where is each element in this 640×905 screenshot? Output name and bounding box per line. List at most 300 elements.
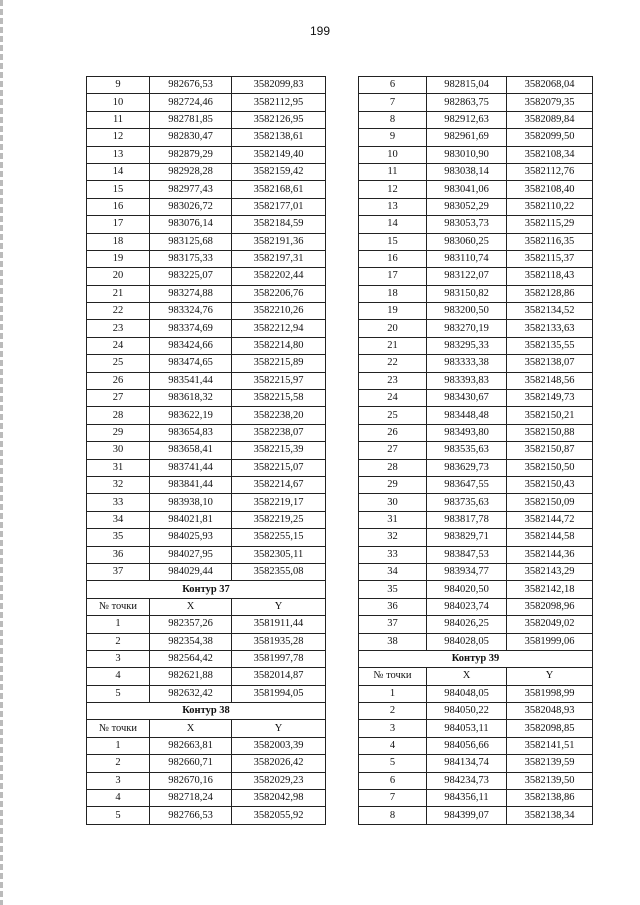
point-number: 37 [359, 616, 427, 633]
x-coordinate: 982928,28 [150, 163, 232, 180]
y-coordinate: 3582150,43 [507, 476, 593, 493]
table-row [359, 494, 593, 511]
point-number: 1 [359, 685, 427, 702]
table-row [87, 198, 326, 215]
y-coordinate: 3581997,78 [232, 650, 326, 667]
point-number: 23 [359, 372, 427, 389]
table-row [359, 511, 593, 528]
y-coordinate: 3582135,55 [507, 337, 593, 354]
x-coordinate: 982912,63 [427, 111, 507, 128]
point-number: 25 [87, 355, 150, 372]
y-coordinate: 3582098,96 [507, 598, 593, 615]
y-coordinate: 3582150,88 [507, 424, 593, 441]
point-number: 29 [359, 476, 427, 493]
x-coordinate: 983541,44 [150, 372, 232, 389]
table-row [87, 772, 326, 789]
table-row [87, 77, 326, 94]
table-row [87, 616, 326, 633]
x-coordinate: 983493,80 [427, 424, 507, 441]
contour-title-row [359, 650, 593, 667]
point-number: 10 [359, 146, 427, 163]
x-coordinate: 982815,04 [427, 77, 507, 94]
x-coordinate: 983270,19 [427, 320, 507, 337]
table-row [87, 163, 326, 180]
y-coordinate: 3582191,36 [232, 233, 326, 250]
y-coordinate: 3581998,99 [507, 685, 593, 702]
x-coordinate: 982354,38 [150, 633, 232, 650]
x-coordinate: 982663,81 [150, 737, 232, 754]
x-coordinate: 982863,75 [427, 94, 507, 111]
table-row [87, 442, 326, 459]
y-coordinate: 3582238,07 [232, 424, 326, 441]
point-number: 3 [87, 772, 150, 789]
column-header: Y [232, 720, 326, 737]
x-coordinate: 983200,50 [427, 303, 507, 320]
table-row [87, 216, 326, 233]
table-row [87, 807, 326, 824]
y-coordinate: 3582068,04 [507, 77, 593, 94]
y-coordinate: 3581935,28 [232, 633, 326, 650]
point-number: 27 [359, 442, 427, 459]
point-number: 19 [359, 303, 427, 320]
point-number: 26 [87, 372, 150, 389]
y-coordinate: 3582115,37 [507, 250, 593, 267]
point-number: 4 [87, 790, 150, 807]
y-coordinate: 3582144,58 [507, 529, 593, 546]
y-coordinate: 3581994,05 [232, 685, 326, 702]
table-row [359, 546, 593, 563]
table-row [359, 390, 593, 407]
x-coordinate: 984027,95 [150, 546, 232, 563]
table-row [359, 442, 593, 459]
y-coordinate: 3582202,44 [232, 268, 326, 285]
x-coordinate: 983448,48 [427, 407, 507, 424]
point-number: 18 [359, 285, 427, 302]
table-row [87, 337, 326, 354]
scan-edge [0, 0, 3, 905]
y-coordinate: 3582144,72 [507, 511, 593, 528]
table-row [87, 129, 326, 146]
point-number: 6 [359, 772, 427, 789]
y-coordinate: 3582108,40 [507, 181, 593, 198]
table-row [359, 616, 593, 633]
x-coordinate: 984056,66 [427, 737, 507, 754]
point-number: 4 [359, 737, 427, 754]
point-number: 34 [359, 563, 427, 580]
y-coordinate: 3582149,40 [232, 146, 326, 163]
y-coordinate: 3582126,95 [232, 111, 326, 128]
point-number: 37 [87, 563, 150, 580]
x-coordinate: 982660,71 [150, 755, 232, 772]
y-coordinate: 3582110,22 [507, 198, 593, 215]
point-number: 19 [87, 250, 150, 267]
y-coordinate: 3582255,15 [232, 529, 326, 546]
page-number: 199 [309, 24, 331, 38]
y-coordinate: 3582215,58 [232, 390, 326, 407]
point-number: 2 [359, 703, 427, 720]
table-row [87, 285, 326, 302]
x-coordinate: 983150,82 [427, 285, 507, 302]
x-coordinate: 984234,73 [427, 772, 507, 789]
point-number: 6 [359, 77, 427, 94]
point-number: 24 [359, 390, 427, 407]
point-number: 2 [87, 755, 150, 772]
table-row [87, 790, 326, 807]
y-coordinate: 3582150,87 [507, 442, 593, 459]
table-row [359, 790, 593, 807]
y-coordinate: 3582212,94 [232, 320, 326, 337]
table-row [359, 320, 593, 337]
x-coordinate: 983847,53 [427, 546, 507, 563]
point-number: 16 [87, 198, 150, 215]
x-coordinate: 984021,81 [150, 511, 232, 528]
x-coordinate: 983038,14 [427, 163, 507, 180]
y-coordinate: 3582210,26 [232, 303, 326, 320]
table-row [87, 181, 326, 198]
header-row [359, 668, 593, 685]
y-coordinate: 3582219,25 [232, 511, 326, 528]
table-row [359, 772, 593, 789]
y-coordinate: 3582305,11 [232, 546, 326, 563]
x-coordinate: 983175,33 [150, 250, 232, 267]
x-coordinate: 983374,69 [150, 320, 232, 337]
point-number: 16 [359, 250, 427, 267]
x-coordinate: 983934,77 [427, 563, 507, 580]
y-coordinate: 3582150,50 [507, 459, 593, 476]
point-number: 38 [359, 633, 427, 650]
y-coordinate: 3582112,76 [507, 163, 593, 180]
point-number: 27 [87, 390, 150, 407]
table-row [87, 111, 326, 128]
y-coordinate: 3582108,34 [507, 146, 593, 163]
point-number: 12 [359, 181, 427, 198]
point-number: 5 [87, 807, 150, 824]
table-row [359, 563, 593, 580]
point-number: 13 [359, 198, 427, 215]
x-coordinate: 983110,74 [427, 250, 507, 267]
y-coordinate: 3582133,63 [507, 320, 593, 337]
y-coordinate: 3582134,52 [507, 303, 593, 320]
x-coordinate: 983622,19 [150, 407, 232, 424]
point-number: 36 [359, 598, 427, 615]
table-row [359, 163, 593, 180]
table-row [87, 511, 326, 528]
table-row [87, 303, 326, 320]
x-coordinate: 983741,44 [150, 459, 232, 476]
contour-title-row [87, 581, 326, 598]
table-row [359, 129, 593, 146]
column-header: № точки [87, 720, 150, 737]
coordinates-table-left [86, 76, 326, 825]
y-coordinate: 3582141,51 [507, 737, 593, 754]
table-row [359, 685, 593, 702]
table-row [359, 355, 593, 372]
y-coordinate: 3582139,59 [507, 755, 593, 772]
point-number: 30 [359, 494, 427, 511]
y-coordinate: 3582055,92 [232, 807, 326, 824]
x-coordinate: 983324,76 [150, 303, 232, 320]
y-coordinate: 3582197,31 [232, 250, 326, 267]
column-header: X [427, 668, 507, 685]
x-coordinate: 983041,06 [427, 181, 507, 198]
table-row [359, 250, 593, 267]
header-row [87, 598, 326, 615]
point-number: 17 [359, 268, 427, 285]
x-coordinate: 983474,65 [150, 355, 232, 372]
point-number: 20 [359, 320, 427, 337]
table-row [359, 216, 593, 233]
y-coordinate: 3582029,23 [232, 772, 326, 789]
point-number: 23 [87, 320, 150, 337]
x-coordinate: 983026,72 [150, 198, 232, 215]
table-row [359, 703, 593, 720]
point-number: 30 [87, 442, 150, 459]
x-coordinate: 983817,78 [427, 511, 507, 528]
y-coordinate: 3582099,83 [232, 77, 326, 94]
x-coordinate: 983393,83 [427, 372, 507, 389]
x-coordinate: 983122,07 [427, 268, 507, 285]
x-coordinate: 984028,05 [427, 633, 507, 650]
point-number: 5 [359, 755, 427, 772]
y-coordinate: 3582142,18 [507, 581, 593, 598]
x-coordinate: 982718,24 [150, 790, 232, 807]
y-coordinate: 3582116,35 [507, 233, 593, 250]
y-coordinate: 3582138,61 [232, 129, 326, 146]
table-row [359, 285, 593, 302]
point-number: 31 [87, 459, 150, 476]
y-coordinate: 3582177,01 [232, 198, 326, 215]
point-number: 9 [87, 77, 150, 94]
table-row [359, 198, 593, 215]
x-coordinate: 983647,55 [427, 476, 507, 493]
y-coordinate: 3582128,86 [507, 285, 593, 302]
y-coordinate: 3582215,97 [232, 372, 326, 389]
y-coordinate: 3582048,93 [507, 703, 593, 720]
x-coordinate: 984050,22 [427, 703, 507, 720]
point-number: 14 [359, 216, 427, 233]
x-coordinate: 983654,83 [150, 424, 232, 441]
point-number: 18 [87, 233, 150, 250]
table-row [87, 476, 326, 493]
point-number: 25 [359, 407, 427, 424]
y-coordinate: 3582149,73 [507, 390, 593, 407]
table-row [359, 529, 593, 546]
point-number: 1 [87, 737, 150, 754]
y-coordinate: 3582139,50 [507, 772, 593, 789]
point-number: 10 [87, 94, 150, 111]
table-row [87, 685, 326, 702]
point-number: 28 [87, 407, 150, 424]
y-coordinate: 3582138,34 [507, 807, 593, 824]
x-coordinate: 982724,46 [150, 94, 232, 111]
y-coordinate: 3582079,35 [507, 94, 593, 111]
x-coordinate: 983430,67 [427, 390, 507, 407]
y-coordinate: 3582143,29 [507, 563, 593, 580]
table-row [359, 737, 593, 754]
y-coordinate: 3582138,86 [507, 790, 593, 807]
y-coordinate: 3582112,95 [232, 94, 326, 111]
y-coordinate: 3582138,07 [507, 355, 593, 372]
point-number: 12 [87, 129, 150, 146]
table-row [87, 320, 326, 337]
point-number: 15 [359, 233, 427, 250]
table-row [359, 372, 593, 389]
table-row [87, 407, 326, 424]
point-number: 20 [87, 268, 150, 285]
x-coordinate: 983053,73 [427, 216, 507, 233]
point-number: 29 [87, 424, 150, 441]
column-header: Y [507, 668, 593, 685]
table-row [87, 494, 326, 511]
point-number: 35 [359, 581, 427, 598]
y-coordinate: 3582219,17 [232, 494, 326, 511]
table-row [87, 755, 326, 772]
column-header: X [150, 598, 232, 615]
column-header: № точки [359, 668, 427, 685]
point-number: 33 [87, 494, 150, 511]
column-header: Y [232, 598, 326, 615]
y-coordinate: 3582184,59 [232, 216, 326, 233]
point-number: 21 [87, 285, 150, 302]
y-coordinate: 3582026,42 [232, 755, 326, 772]
table-row [359, 407, 593, 424]
y-coordinate: 3581911,44 [232, 616, 326, 633]
x-coordinate: 983225,07 [150, 268, 232, 285]
point-number: 22 [359, 355, 427, 372]
point-number: 21 [359, 337, 427, 354]
table-row [87, 563, 326, 580]
table-row [87, 94, 326, 111]
table-row [359, 807, 593, 824]
y-coordinate: 3582118,43 [507, 268, 593, 285]
table-row [359, 111, 593, 128]
point-number: 8 [359, 807, 427, 824]
point-number: 5 [87, 685, 150, 702]
point-number: 32 [359, 529, 427, 546]
y-coordinate: 3582099,50 [507, 129, 593, 146]
table-row [359, 337, 593, 354]
table-row [87, 355, 326, 372]
table-row [87, 546, 326, 563]
x-coordinate: 984399,07 [427, 807, 507, 824]
table-row [87, 633, 326, 650]
table-row [359, 755, 593, 772]
x-coordinate: 984020,50 [427, 581, 507, 598]
table-row [359, 233, 593, 250]
y-coordinate: 3581999,06 [507, 633, 593, 650]
y-coordinate: 3582144,36 [507, 546, 593, 563]
x-coordinate: 983658,41 [150, 442, 232, 459]
header-row [87, 720, 326, 737]
x-coordinate: 982766,53 [150, 807, 232, 824]
x-coordinate: 982676,53 [150, 77, 232, 94]
point-number: 14 [87, 163, 150, 180]
point-number: 15 [87, 181, 150, 198]
y-coordinate: 3582150,09 [507, 494, 593, 511]
x-coordinate: 984026,25 [427, 616, 507, 633]
point-number: 32 [87, 476, 150, 493]
table-row [359, 424, 593, 441]
y-coordinate: 3582206,76 [232, 285, 326, 302]
x-coordinate: 983274,88 [150, 285, 232, 302]
table-row [359, 581, 593, 598]
point-number: 28 [359, 459, 427, 476]
point-number: 22 [87, 303, 150, 320]
table-row [359, 146, 593, 163]
table-row [87, 268, 326, 285]
table-row [359, 598, 593, 615]
x-coordinate: 983938,10 [150, 494, 232, 511]
table-row [359, 268, 593, 285]
table-row [87, 737, 326, 754]
x-coordinate: 983125,68 [150, 233, 232, 250]
point-number: 3 [359, 720, 427, 737]
y-coordinate: 3582014,87 [232, 668, 326, 685]
x-coordinate: 984356,11 [427, 790, 507, 807]
table-row [359, 94, 593, 111]
x-coordinate: 983333,38 [427, 355, 507, 372]
table-row [87, 146, 326, 163]
x-coordinate: 983629,73 [427, 459, 507, 476]
table-row [87, 424, 326, 441]
contour-title: Контур 38 [87, 703, 326, 720]
table-row [87, 668, 326, 685]
y-coordinate: 3582150,21 [507, 407, 593, 424]
x-coordinate: 982621,88 [150, 668, 232, 685]
x-coordinate: 983829,71 [427, 529, 507, 546]
y-coordinate: 3582214,80 [232, 337, 326, 354]
y-coordinate: 3582148,56 [507, 372, 593, 389]
point-number: 2 [87, 633, 150, 650]
point-number: 3 [87, 650, 150, 667]
contour-title: Контур 37 [87, 581, 326, 598]
x-coordinate: 982564,42 [150, 650, 232, 667]
x-coordinate: 983060,25 [427, 233, 507, 250]
table-row [87, 250, 326, 267]
table-row [359, 476, 593, 493]
x-coordinate: 983841,44 [150, 476, 232, 493]
x-coordinate: 982977,43 [150, 181, 232, 198]
x-coordinate: 982357,26 [150, 616, 232, 633]
x-coordinate: 982632,42 [150, 685, 232, 702]
point-number: 8 [359, 111, 427, 128]
x-coordinate: 983076,14 [150, 216, 232, 233]
point-number: 1 [87, 616, 150, 633]
y-coordinate: 3582168,61 [232, 181, 326, 198]
y-coordinate: 3582214,67 [232, 476, 326, 493]
table-row [87, 650, 326, 667]
point-number: 34 [87, 511, 150, 528]
point-number: 36 [87, 546, 150, 563]
y-coordinate: 3582049,02 [507, 616, 593, 633]
y-coordinate: 3582042,98 [232, 790, 326, 807]
x-coordinate: 983295,33 [427, 337, 507, 354]
column-header: № точки [87, 598, 150, 615]
table-row [87, 459, 326, 476]
x-coordinate: 984023,74 [427, 598, 507, 615]
x-coordinate: 983010,90 [427, 146, 507, 163]
x-coordinate: 983424,66 [150, 337, 232, 354]
point-number: 7 [359, 94, 427, 111]
table-row [359, 181, 593, 198]
column-header: X [150, 720, 232, 737]
x-coordinate: 983052,29 [427, 198, 507, 215]
table-row [359, 303, 593, 320]
point-number: 11 [87, 111, 150, 128]
y-coordinate: 3582215,07 [232, 459, 326, 476]
point-number: 9 [359, 129, 427, 146]
y-coordinate: 3582355,08 [232, 563, 326, 580]
